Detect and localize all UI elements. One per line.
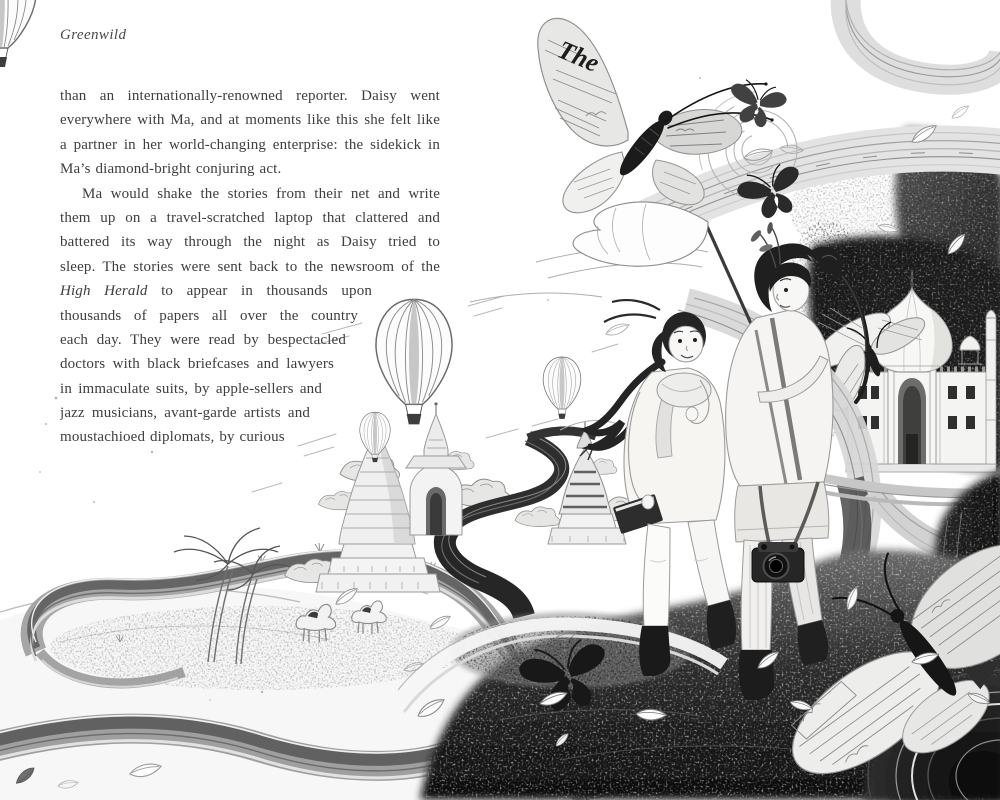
- text-line: [60, 133, 440, 157]
- moth-masthead-text: The: [553, 34, 604, 78]
- text-run: sleep. The stories were sent back to the newsroom of the: [60, 258, 440, 275]
- text-line: [60, 279, 372, 303]
- text-run: than an internationally-renowned reporter. Daisy went: [60, 88, 440, 104]
- text-line: [60, 352, 334, 376]
- text-run: jazz musicians, avant-garde artists and: [60, 405, 310, 422]
- text-line: [60, 328, 346, 352]
- text-line: [60, 401, 310, 425]
- text-run: battered its way through the night as Daisy tried to: [60, 234, 440, 251]
- italic-text-run: High Herald: [60, 283, 148, 300]
- text-line: [60, 206, 440, 230]
- paragraph: [60, 182, 440, 450]
- text-line: [60, 84, 440, 108]
- text-line: [60, 108, 440, 132]
- text-line: [60, 377, 322, 401]
- text-line: [60, 230, 440, 254]
- text-run: Ma would shake the stories from their net and write: [82, 185, 440, 202]
- text-run: a partner in her world-changing enterprise: the sidekick in: [60, 136, 440, 153]
- text-line: [60, 157, 440, 181]
- text-run: thousands of papers all over the country: [60, 307, 358, 324]
- text-line: [60, 182, 440, 206]
- text-run: each day. They were read by bespectacled: [60, 331, 346, 348]
- text-run: to appear in thousands upon: [147, 283, 372, 300]
- running-header: Greenwild: [60, 27, 127, 43]
- text-run: in immaculate suits, by apple-sellers and: [60, 380, 322, 397]
- text-run: Ma’s diamond-bright conjuring act.: [60, 161, 282, 178]
- text-run: moustachioed diplomats, by curious: [60, 429, 285, 446]
- text-line: [60, 425, 286, 449]
- page-text-column: [60, 84, 440, 450]
- paragraph: [60, 84, 440, 182]
- text-line: [60, 304, 358, 328]
- text-run: them up on a travel-scratched laptop that clattered and: [60, 209, 440, 226]
- text-run: everywhere with Ma, and at moments like this she felt like: [60, 112, 440, 129]
- text-line: [60, 255, 440, 279]
- text-run: doctors with black briefcases and lawyers: [60, 356, 334, 373]
